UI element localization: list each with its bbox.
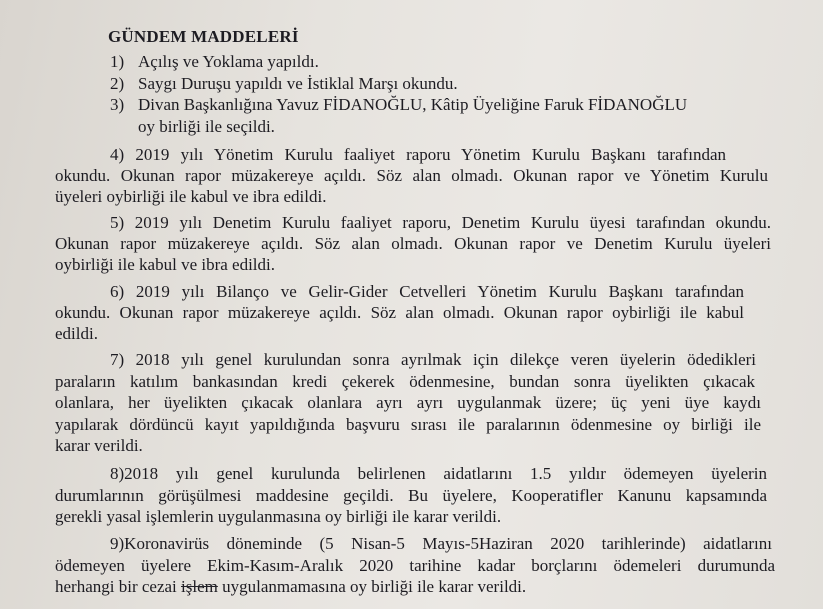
paragraph-6-line-3: edildi.: [55, 324, 98, 343]
item-number: 3): [110, 95, 125, 114]
item-number: 1): [110, 52, 125, 71]
agenda-item-1: [110, 52, 319, 72]
agenda-item-2: [110, 74, 458, 94]
item-text: Divan Başkanlığına Yavuz FİDANOĞLU, Kâtip Üyeliğine Faruk FİDANOĞLU: [138, 95, 688, 114]
line-text-before-strike: herhangi bir cezai: [55, 577, 182, 596]
line-text-after-strike: uygulanmamasına oy birliği ile karar verildi.: [217, 577, 527, 596]
struck-word: işlem: [181, 577, 218, 596]
agenda-item-3-continuation: oy birliği ile seçildi.: [138, 117, 275, 136]
paragraph-7-line-3: olanlara, her üyelikten çıkacak olanlara ayrı ayrı uygulanmak üzere; üç yeni üye kaydı: [55, 393, 761, 412]
paragraph-4-line-2: okundu. Okunan rapor müzakereye açıldı. Söz alan olmadı. Okunan rapor ve Yönetim Kurulu: [55, 166, 768, 185]
paragraph-4-line-1: 4) 2019 yılı Yönetim Kurulu faaliyet raporu Yönetim Kurulu Başkanı tarafından: [110, 145, 726, 164]
paragraph-7-line-4: yapılarak dördüncü kayıt yapıldığında başvuru sırası ile paralarının ödenmesine oy birliği ile: [55, 415, 761, 434]
paragraph-7-line-2: paraların katılım bankasından kredi çekerek ödenmesine, bundan sonra üyelikten çıkacak: [55, 372, 755, 391]
item-text: Açılış ve Yoklama yapıldı.: [138, 52, 319, 71]
paragraph-5-line-3: oybirliği ile kabul ve ibra edildi.: [55, 255, 276, 274]
paragraph-8-line-1: 8)2018 yılı genel kurulunda belirlenen aidatlarını 1.5 yıldır ödemeyen üyelerin: [110, 464, 767, 483]
item-text: Saygı Duruşu yapıldı ve İstiklal Marşı okundu.: [138, 74, 458, 93]
paragraph-6-line-1: 6) 2019 yılı Bilanço ve Gelir-Gider Cetvelleri Yönetim Kurulu Başkanı tarafından: [110, 282, 744, 301]
paragraph-8-line-2: durumlarının görüşülmesi maddesine geçildi. Bu üyelere, Kooperatifler Kanunu kapsamında: [55, 486, 767, 505]
agenda-item-3: [110, 95, 740, 115]
paragraph-9-line-1: 9)Koronavirüs döneminde (5 Nisan-5 Mayıs-5Haziran 2020 tarihlerinde) aidatlarını: [110, 534, 772, 553]
paragraph-9-line-3: [55, 577, 526, 597]
item-number: 2): [110, 74, 125, 93]
agenda-heading: GÜNDEM MADDELERİ: [108, 27, 299, 46]
paragraph-8-line-3: gerekli yasal işlemlerin uygulanmasına oy birliği ile karar verildi.: [55, 507, 502, 526]
paragraph-9-line-2: ödemeyen üyelere Ekim-Kasım-Aralık 2020 tarihine kadar borçlarını ödemeleri durumunda: [55, 556, 775, 575]
paragraph-5-line-1: 5) 2019 yılı Denetim Kurulu faaliyet raporu, Denetim Kurulu üyesi tarafından okundu.: [110, 213, 771, 232]
paragraph-7-line-5: karar verildi.: [55, 436, 143, 455]
paragraph-7-line-1: 7) 2018 yılı genel kurulundan sonra ayrılmak için dilekçe veren üyelerin ödedikleri: [110, 350, 756, 369]
paragraph-5-line-2: Okunan rapor müzakereye açıldı. Söz alan olmadı. Okunan rapor ve Denetim Kurulu üyeleri: [55, 234, 771, 253]
paragraph-4-line-3: üyeleri oybirliği ile kabul ve ibra edildi.: [55, 187, 327, 206]
paragraph-6-line-2: okundu. Okunan rapor müzakereye açıldı. Söz alan olmadı. Okunan rapor oybirliği ile kabul: [55, 303, 744, 322]
